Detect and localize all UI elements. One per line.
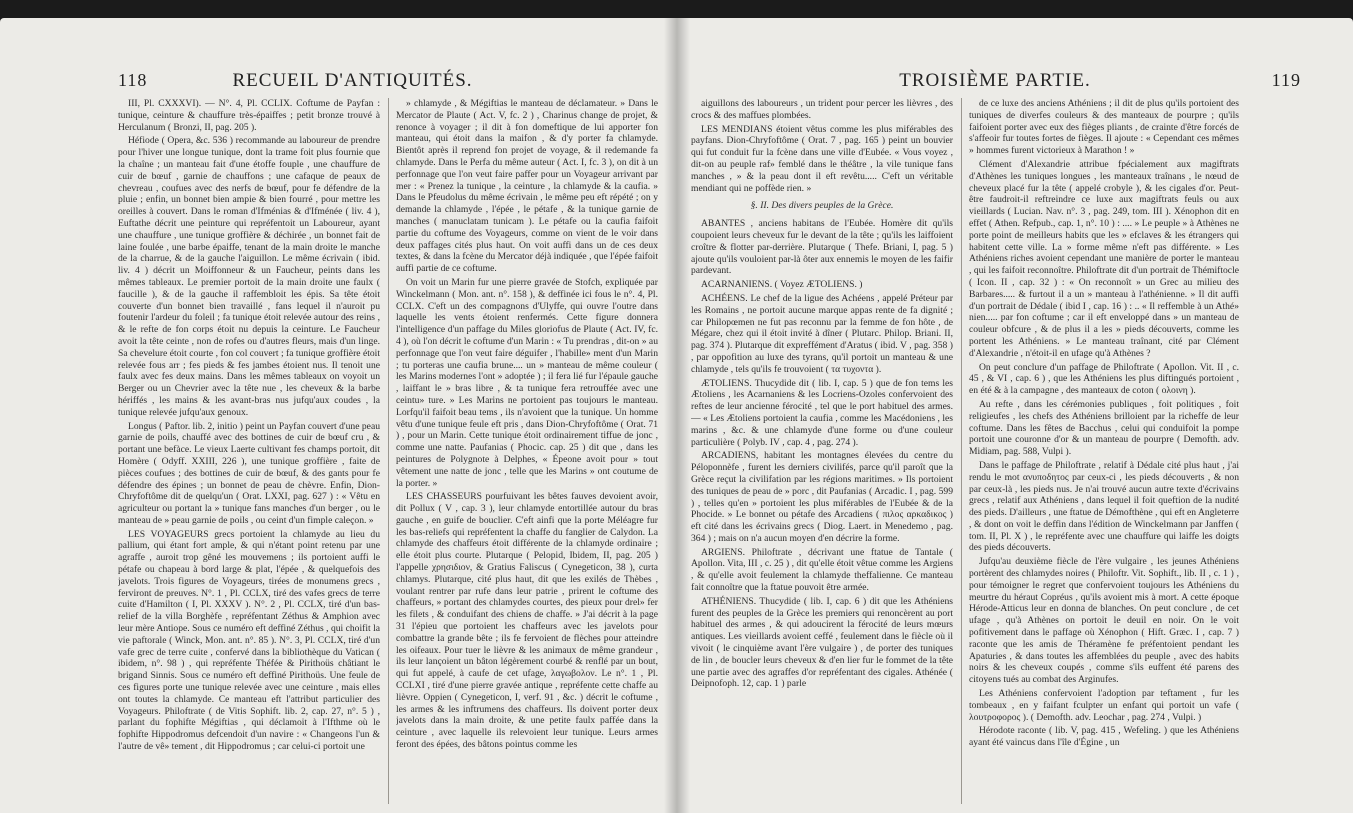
paragraph: Jufqu'au deuxième fiècle de l'ère vulgaire , les jeunes Athéniens portèrent des chlamydes noires ( Philoftr. Vit. Sophift., lib. II , c. 1 ) , pour témoigner le regret que confervoient toujours les Athéniens du meurtre du héraut Copréus , qu'ils avoient mis à mort. A cette époque Hérode-Atticus leur en donna de blanches. On peut conclure , de cet ufage , qu'à Athènes on portoit le deuil en noir. On le voit pofitivement dans le paffage où Xénophon ( Hift. Græc. I , cap. 7 ) raconte que les amis de Théramène fe préfentoient pendant les Apaturies , & dans toutes les affemblées du peuple , avec des habits noirs & les cheveux coupés , comme s'ils euffent été parens des citoyens tués au combat des Arginufes. bbox=[969, 556, 1239, 686]
right-column-1 bbox=[691, 98, 953, 810]
paragraph: Les Athéniens confervoient l'adoption par teftament , fur les tombeaux , en y faifant fculpter un enfant qui portoit un vafe ( λουτροφορος ). ( Demofth. adv. Leochar , pag. 274 , Vulpi. ) bbox=[969, 688, 1239, 723]
paragraph: LES MENDIANS étoient vêtus comme les plus miférables des payfans. Dion-Chryfoftôme ( Orat. 7 , pag. 165 ) peint un bouvier qui fut conduit fur la fcène dans une ville d'Eubée. « Vous voyez , dit-on au peuple raf» femblé dans le théâtre , la vile tunique fans manches , » & la peau dont il eft revêtu..... C'eft un véritable mendiant qui ne poffède rien. » bbox=[691, 123, 953, 194]
left-page-header bbox=[0, 70, 677, 96]
paragraph: ÆTOLIENS. Thucydide dit ( lib. I, cap. 5 ) que de fon tems les Ætoliens , les Acarnaniens & les Locriens-Ozoles confervoient des reftes de leur ancienne férocité , tel que le port habituel des armes. — « Les Ætoliens portoient la caufia , comme les Macédoniens , les marins , &c. & une chlamyde d'une forme ou d'une couleur particulière ( Polyb. IV , cap. 4 , pag. 274 ). bbox=[691, 377, 953, 448]
paragraph: Clément d'Alexandrie attribue fpécialement aux magiftrats d'Athènes les tuniques longues , les manteaux traînans , le nœud de cheveux placé fur la tête ( appelé crobyle ), & les cigales d'or. Peut-être faudroit-il reftreindre ce luxe aux magiftrats feuls ou aux vieillards ( Lucian. Nav. n°. 3 , pag. 249, tom. III ). Xénophon dit en effet ( Athen. Refpub., cap. 1, n°. 10 ) : .... » Le peuple » à Athènes ne porte point de meilleurs habits que les » efclaves & les étrangers qui habitent cette ville. La » forme même n'eft pas différente. » Les Athéniens riches avoient cependant une manière de porter le manteau , qui les faifoit reconnoître. Philoftrate dit d'un portrait de Thémiftocle ( Icon. II , cap. 32 ) : « On reconnoît » un Grec au milieu des Barbares..... & furtout il a un » manteau à l'athénienne. » Il dit auffi d'un portrait de Dédale ( ibid I , cap. 16 ) : .. « Il reffemble à un Athé» nien..... par fon coftume ; car il eft enveloppé dans » un manteau de couleur obfcure , & de plus il a les » pieds découverts, comme les portent les Athéniens. » Le manteau traînant, cité par Clément d'Alexandrie , n'étoit-il en ufage qu'à Athènes ? bbox=[969, 158, 1239, 359]
paragraph: Dans le paffage de Philoftrate , relatif à Dédale cité plus haut , j'ai rendu le mot ανυποδητος par ceux-ci , les pieds découverts , & non par ceux-là , les pieds nus. Je n'ai trouvé aucun autre texte d'écrivains grecs , relatif aux Athéniens , dans lequel il foit queftion de la nudité des pieds. D'ailleurs , une ftatue de Démofthène , qui eft en Angleterre , & dont on voit le deffin dans l'édition de Winckelmann par Janffen ( tom. II, Pl. X ) , le repréfente avec une chauffure qui laiffe les doigts des pieds découverts. bbox=[969, 459, 1239, 554]
paragraph: ARGIENS. Philoftrate , décrivant une ftatue de Tantale ( Apollon. Vita, III , c. 25 ) , dit qu'elle étoit vêtue comme les Argiens , & qu'elle avoit feulement la chlamyde theffalienne. Ce manteau fait connoître que la ftatue pouvoit être armée. bbox=[691, 546, 953, 594]
paragraph: aiguillons des laboureurs , un trident pour percer les lièvres , des crocs & des maffues plombées. bbox=[691, 98, 953, 121]
paragraph: ACHÉENS. Le chef de la ligue des Achéens , appelé Préteur par les Romains , ne portoit aucune marque appas rente de fa dignité ; car Philopœmen ne fut pas reconnu par la femme de fon hôte , de Mégare, chez qui il étoit invité à dîner ( Plutarc. Philop. Briani. II, pag. 374 ). Plutarque dit expreffément d'Aratus ( ibid. V , pag. 358 ) , par oppofition au luxe des tyrans, qu'il portoit un manteau & une chlamyde , tels qu'ils fe trouvoient ( τα τυχοντα ). bbox=[691, 292, 953, 375]
right-page-header bbox=[677, 70, 1353, 96]
paragraph: III, Pl. CXXXVI). — N°. 4, Pl. CCLIX. Coftume de Payfan : tunique, ceinture & chauffure très-épaiffes ; petit bronze trouvé à Herculanum ( Bronzi, II, pag. 205 ). bbox=[118, 98, 380, 133]
paragraph: LES CHASSEURS pourfuivant les bêtes fauves devoient avoir, dit Pollux ( V , cap. 3 ), leur chlamyde entortillée autour du bras gauche , en guife de bouclier. C'eft ainfi que la porte Méléagre fur les bas-reliefs qui repréfentent la chaffe du fanglier de Calydon. La chlamyde des chaffeurs étoit différente de la chlamyde ordinaire ; elle étoit plus courte. Plutarque ( Pelopid, Ibidem, II, pag. 205 ) l'appelle χρησιδιον, & Gratius Faliscus ( Cynegeticon, 38 ), curta chlamys. Plutarque, cité plus haut, dit que les exilés de Thèbes , voulant rentrer par rufe dans leur patrie , prirent le coftume des chaffeurs, » portant des chlamydes courtes, des pieux pour drel» fer les filets , & conduifant des chiens de chaffe. » J'ai décrit à la page 31 l'épieu que portoient les chaffeurs avec les javelots pour combattre la grande bête ; ils fe fervoient de flèches pour atteindre les oifeaux. Pour tuer le lièvre & les animaux de même grandeur , ils leur lançoient un bâton légèrement courbé & renflé par un bout, qui fut appelé, à caufe de cet ufage, λαγωβολον. Le n°. 1 , Pl. CCLXI , tiré d'une pierre gravée antique , repréfente cette chaffe au lièvre. Oppien ( Cynegeticon, I, verf. 91 , &c. ) décrit le coftume , les armes & les inftrumens des chaffeurs. Ils doivent porter deux javelots dans la main droite, & une petite faulx paffée dans la ceinture , avec laquelle ils relevoient leur tunique. Leurs armes feront des épées, des bâtons pointus comme les bbox=[396, 491, 658, 751]
paragraph: Longus ( Paftor. lib. 2, initio ) peint un Payfan couvert d'une peau garnie de poils, chauffé avec des bottines de cuir de bœuf cru , & portant une befàce. Le vieux Laerte cultivant fes champs portoit, dit Homère ( Odyff. XXIII, 226 ), une tunique groffière , faite de pièces coufues ; des bottines de cuir de bœuf, & des gants pour fe défendre des épines ; un bonnet de peau de chèvre. Enfin, Dion-Chryfoftôme dit de quelqu'un ( Orat. LXXI, pag. 627 ) : « Vêtu en agriculteur ou portant la » tunique fans manches d'un berger , ou le manteau de » peau garnie de poils , ou ceint d'un fimple caleçon. » bbox=[118, 420, 380, 526]
paragraph: ARCADIENS, habitant les montagnes élevées du centre du Péloponnèfe , furent les derniers civilifés, parce qu'il paroît que la Grèce reçut la civilifation par les régions maritimes. » Ils portoient des tuniques de peau de » porc , dit Paufanias ( Arcadic. I , pag. 599 ) , telles qu'en » portoient les plus miférables de l'Eubée & de la Phocide. » Le bonnet ou pétafe des Arcadiens ( πιλος αρκαδικος ) eft cité dans les écrivains grecs ( Diog. Laert. in Menedemo , pag. 364 ) ; mais on n'a aucun moyen d'en décrire la forme. bbox=[691, 450, 953, 544]
paragraph: LES VOYAGEURS grecs portoient la chlamyde au lieu du pallium, qui étant fort ample, & qui n'étant point retenu par une agraffe , auroit trop gêné les mouvemens ; ils portoient auffi le pétafe ou chapeau à bord large & plat, l'épée , & quelquefois des javelots. Trois figures de Voyageurs, tirées de monumens grecs , ferviront de preuves. N°. 1 , Pl. CCLX, tiré des vafes grecs de terre cuite d'Hamilton ( I, Pl. XXXV ). N°. 2 , Pl. CCLX, tiré d'un bas-relief de la villa Borghèfe , repréfentant Zéthus & Amphion avec leur mère Antiope. Sous ce numéro eft deffiné Zéthus , qui choifit la vie paftorale ( Winck, Mon. ant. n°. 85 ). N°. 3, Pl. CCLX, tiré d'un vafe grec de terre cuite , confervé dans la bibliothèque du Vatican ( ibidem, n°. 98 ) , qui repréfente Théfée & Pirithoüs châtiant le brigand Sinnis. Sous ce numéro eft deffiné Pirithoüs. Une feule de ces figures porte une tunique relevée avec une ceinture , mais elles ont toutes la chlamyde. Ce manteau eft l'attribut particulier des Voyageurs. Philoftrate ( de Vitis Sophift. lib. 2, cap. 27, n°. 5 ) , parlant du fophifte Mégiftias , qui déclamoit à l'Ifthme où le fophifte Hippodromus defcendoit d'un navire : « Changeons l'un & l'autre de vê» tement , dit Hippodromus ; car celui-ci portoit une bbox=[118, 528, 380, 753]
paragraph: Hérodote raconte ( lib. V, pag. 415 , Wefeling. ) que les Athéniens ayant été vaincus dans l'île d'Égine , un bbox=[969, 725, 1239, 749]
right-column-2 bbox=[969, 98, 1239, 810]
running-title: TROISIÈME PARTIE. bbox=[899, 70, 1091, 91]
paragraph: ACARNANIENS. ( Voyez ÆTOLIENS. ) bbox=[701, 279, 863, 291]
page-number: 119 bbox=[1271, 70, 1301, 90]
paragraph: On voit un Marin fur une pierre gravée de Stofch, expliquée par Winckelmann ( Mon. ant. n°. 158 ), & deffinée ici fous le n°. 4, Pl. CCLX. C'eft un des compagnons d'Ulyffe, qui ouvre l'outre dans laquelle les vents étoient renfermés. Cette figure donnera l'intelligence d'un paffage du Miles gloriofus de Plaute ( Act. IV, fc. 4 ), où l'on décrit le coftume d'un Marin : « Tu prendras , dit-on » au perfonnage que l'on veut faire déguifer , l'habille» ment d'un Marin ; tu porteras une caufia brune.... un » manteau de même couleur ( les Marins modernes l'ont » adoptée ) ; il fera lié fur l'épaule gauche , laiffant le » bras libre , & ta tunique fera retrouffée avec une ceintu» ture. » Les Marins ne portoient pas toujours le manteau. Lorfqu'il faifoit beau tems , ils n'avoient que la tunique. Un homme vêtu d'une tunique feule eft pris , dans Dion-Chryfoftôme ( Orat. 71 ) , pour un Marin. Cette tunique étoit ordinairement tiffue de jonc , comme une natte. Paufanias ( Phocic. cap. 25 ) dit que , dans les peintures de Polygnote à Delphes, « Épeone avoit pour » tout vêtement une natte de jonc , telle que les Marins » ont coutume de la porter. » bbox=[396, 276, 658, 489]
left-column-2 bbox=[396, 98, 658, 810]
column-rule bbox=[388, 98, 389, 804]
left-column-1 bbox=[118, 98, 380, 810]
right-page bbox=[677, 18, 1353, 813]
section-heading: §. II. Des divers peuples de la Grèce. bbox=[750, 200, 894, 212]
paragraph: On peut conclure d'un paffage de Philoftrate ( Apollon. Vit. II , c. 45 , & VI , cap. 6 ) , que les Athéniens les plus diftingués portoient , en été & à la campagne , des manteaux de coton ( ολοινη ). bbox=[969, 361, 1239, 397]
column-rule bbox=[961, 98, 962, 804]
paragraph: Héfiode ( Opera, &c. 536 ) recommande au laboureur de prendre pour l'hiver une longue tunique, dont la trame foit plus fournie que la chaîne ; un manteau fait d'une étoffe fouple , une chauffure de cuir de bœuf , garnie de chauffons ; une cafaque de peaux de chevreau , coufues avec des nerfs de bœuf, pour fe défendre de la pluie ; enfin, un bonnet bien ampie & bien fourré , pour mettre les oreilles à couvert. Dans le roman d'Ifménias & d'Ifménée ( liv. 4 ), Euftathe décrit une peinture qui repréfentoit un Laboureur, ayant une chauffure , une tunique groffière & déchirée , un bonnet fait de laine foulée , une barbe épaiffe, tenant de la main droite le manche de la charrue, & de la gauche l'aiguillon. Le même écrivain ( ibid. liv. 4 ) décrit un Moiffonneur & un Faucheur, peints dans les mêmes tableaux. Le premier portoit de la main droite une faulx ( faucille ), & de la gauche il raffembloit les épis. Sa tête étoit couverte d'un bonnet bien travaillé , fans lequel il n'auroit pu foutenir l'ardeur du foleil ; fa tunique étoit relevée autour des reins , & le refte de fon corps étoit nu depuis la ceinture. Le Faucheur avoit la tête ceinte , non de rofes ou d'autres fleurs, mais d'un linge. Sa chevelure étoit courte , fon col couvert ; fa tunique groffière étoit relevée fous arr ; fes pieds & fes jambes étoient nus. Il tenoit une faulx avec fes deux mains. Dans les mêmes tableaux on voyoit un Berger ou un Chevrier avec la tête nue , les cheveux & la barbe hériffés , les mains & les avant-bras nus jufqu'aux coudes , la tunique relevée jufqu'aux genoux. bbox=[118, 135, 380, 418]
paragraph: Au refte , dans les cérémonies publiques , foit politiques , foit religieufes , les chefs des Athéniens brilloient par la richeffe de leur coftume. Dans les fêtes de Bacchus , celui qui conduifoit la pompe portoit une couronne d'or & un manteau de pourpre ( Demofth. adv. Midiam, pag. 588, Vulpi ). bbox=[969, 398, 1239, 458]
left-page bbox=[0, 18, 677, 813]
paragraph: » chlamyde , & Mégiftias le manteau de déclamateur. » Dans le Mercator de Plaute ( Act. V, fc. 2 ) , Charinus change de projet, & renonce à voyager ; il dit à fon domeftique de lui apporter fon manteau, qui étoit dans la maifon , & d'y porter fa chlamyde. Bientôt après il reprend fon projet de voyage, & il redemande fa chlamyde. Dans le Perfa du même auteur ( Act. I, fc. 3 ), on dit à un perfonnage que l'on veut faire paffer pour un Voyageur arrivant par mer : « Prenez la tunique , la ceinture , la chlamyde & la caufia. » Dans le Pfeudolus du même écrivain , le même peu eft répété ; on y demande la chlamyde , l'épée , le pétafe , & la tunique garnie de manches ( manuclatam tunicam ). Le pétafe ou la caufia faifoit partie du coftume des Voyageurs, comme on vient de le voir dans deux paffages cités plus haut. On voit auffi dans un de ces deux textes, & dans la fcène du Mercator déjà indiquée , que l'épée faifoit auffi partie de ce coftume. bbox=[396, 98, 658, 275]
paragraph: ATHÉNIENS. Thucydide ( lib. I, cap. 6 ) dit que les Athéniens furent des peuples de la Grèce les premiers qui renoncèrent au port habituel des armes , & qui adoucirent la férocité de leurs mœurs antiques. Les vieillards avoient ceffé , feulement dans le fiècle où il vivoit ( le cinquième avant l'ère vulgaire ) , de porter des tuniques de lin , de boucler leurs cheveux & d'en lier fur le fommet de la tête une partie avec des agraffes d'or repréfentant des cigales. Athénée ( Deipnofoph. 12, cap. 1 ) parle bbox=[691, 595, 953, 690]
running-title: RECUEIL D'ANTIQUITÉS. bbox=[232, 70, 473, 91]
page-number: 118 bbox=[118, 70, 148, 90]
paragraph: de ce luxe des anciens Athéniens ; il dit de plus qu'ils portoient des tuniques de diverfes couleurs & des manteaux de pourpre ; qu'ils faifoient porter avec eux des fièges pliants , de crainte d'être forcés de s'affeoir fur toutes fortes de fièges. Il ajoute : « Cependant ces mêmes » hommes furent victorieux à Marathon ! » bbox=[969, 98, 1239, 157]
paragraph: ABANTES , anciens habitans de l'Eubée. Homère dit qu'ils coupoient leurs cheveux fur le devant de la tête ; qu'ils les laiffoient croître & flotter par-derrière. Plutarque ( Thefe. Briani, I, pag. 5 ) ajoute qu'ils vouloient par-là ôter aux ennemis le moyen de les faifir pardevant. bbox=[691, 218, 953, 277]
